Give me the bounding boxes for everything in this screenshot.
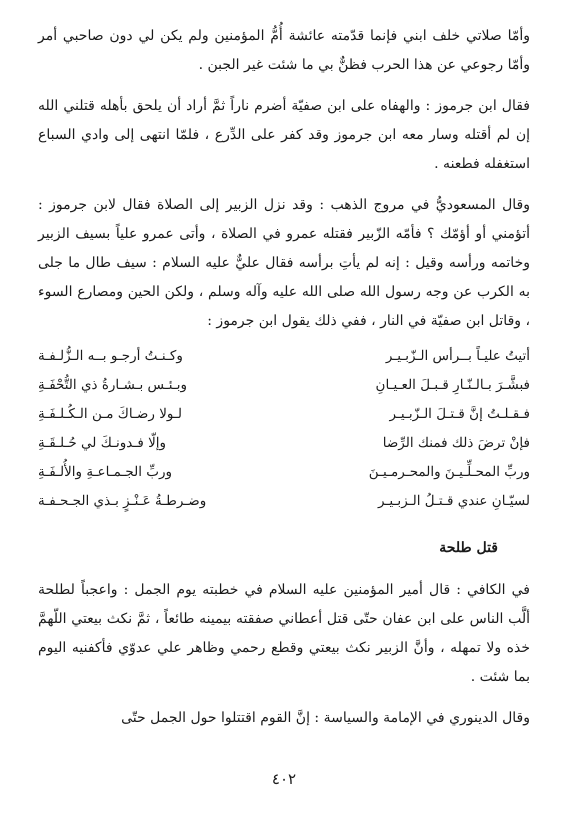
verse-first-hemistich: فبشَّـرَ بـالـنّـارِ قـبـلَ العـيـانِ: [375, 377, 530, 393]
verse-first-hemistich: أتيتُ عليـاً بــرأس الـزّبـيـر: [385, 348, 530, 364]
verse-second-hemistich: وبـئـس بـشـارةُ ذي التُّحْفَـةِ: [38, 377, 188, 393]
paragraph-3: وقال المسعوديُّ في مروج الذهب : وقد نزل الزبير إلى الصلاة فقال لابن جرموز : أتؤمني أو أؤمّك ؟ فأمّه الزّبير فقتله عمرو في الصلاة ، وأتى عمرو علياً بسيف الزبير وخاتمه ورأسه وقيل : إنه لم يأتِ برأسه فقال عليٌّ عليه السلام : سيف طال ما جلى به الكرب عن وجه رسول الله صلى الله عليه وآله وسلم ، ولكن الحين ومصارع السوء ، وقاتل ابن صفيّة في النار ، ففي ذلك يقول ابن جرموز :: [38, 197, 530, 329]
poem-verse: [38, 487, 530, 516]
verse-second-hemistich: لـولا رضـاكَ مـن الـكُـلـفَـةِ: [38, 406, 182, 422]
verse-second-hemistich: وربِّ الجـمـاعـةِ والأُلـفَـةِ: [38, 464, 173, 480]
page-number: ٤٠٢: [271, 770, 297, 788]
poem-verse: [38, 371, 530, 400]
verse-first-hemistich: لسيّـانِ عندي قـتـلُ الـزبـيـر: [378, 493, 530, 509]
poem-verse: [38, 400, 530, 429]
poem-verse: [38, 458, 530, 487]
poem-verse: [38, 429, 530, 458]
paragraph-2: فقال ابن جرموز : والهفاه على ابن صفيّة أضرم ناراً ثمَّ أراد أن يلحق بأهله قتلني الله إن لم أقتله وسار معه ابن جرموز وقد كفر على الدِّرع ، فلمّا انتهى إلى وادي السباع استغفله فطعنه .: [38, 98, 530, 172]
verse-second-hemistich: وضـرطـةُ عَـنْـزٍ بـذي الجـحـفـة: [38, 493, 207, 509]
verse-first-hemistich: فـقـلـتُ إنَّ قـتـلَ الـزّبـيـر: [389, 406, 530, 422]
verse-second-hemistich: وإلّا فـدونـكَ لي حُـلـقَـةِ: [38, 435, 167, 451]
page-body: [38, 22, 530, 828]
verse-first-hemistich: فإنْ ترضَ ذلك فمنك الرِّضا: [382, 435, 530, 451]
verse-second-hemistich: وكـنـتُ أرجـو بــه الـزُّلـفـة: [38, 348, 183, 364]
verse-first-hemistich: وربِّ المحـلِّـيـنَ والمحـرمـيـنَ: [368, 464, 530, 480]
section-heading: قتل طلحة: [439, 540, 498, 556]
paragraph-5: وقال الدينوري في الإمامة والسياسة : إنَّ القوم اقتتلوا حول الجمل حتّى: [121, 710, 530, 726]
paragraph-4: في الكافي : قال أمير المؤمنين عليه السلام في خطبته يوم الجمل : واعجباً لطلحة ألَّب الناس على ابن عفان حتّى قتل أعطاني صفقته بيمينه طائعاً ، ثمَّ نكث بيعتي اللّهمَّ خذه ولا تمهله ، وأنَّ الزبير نكث بيعتي وقطع رحمي وظاهر علي عدوّي فأكفنيه اليوم بما شئت .: [38, 582, 531, 685]
poem: [38, 342, 530, 516]
poem-verse: [38, 342, 530, 371]
paragraph-1: وأمّا صلاتي خلف ابني فإنما قدّمته عائشة أُمُّ المؤمنين ولم يكن لي دون صاحبي أمر وأمّا رجوعي عن هذا الحرب فظنٌّ بي ما شئت غير الجبن .: [38, 28, 530, 73]
